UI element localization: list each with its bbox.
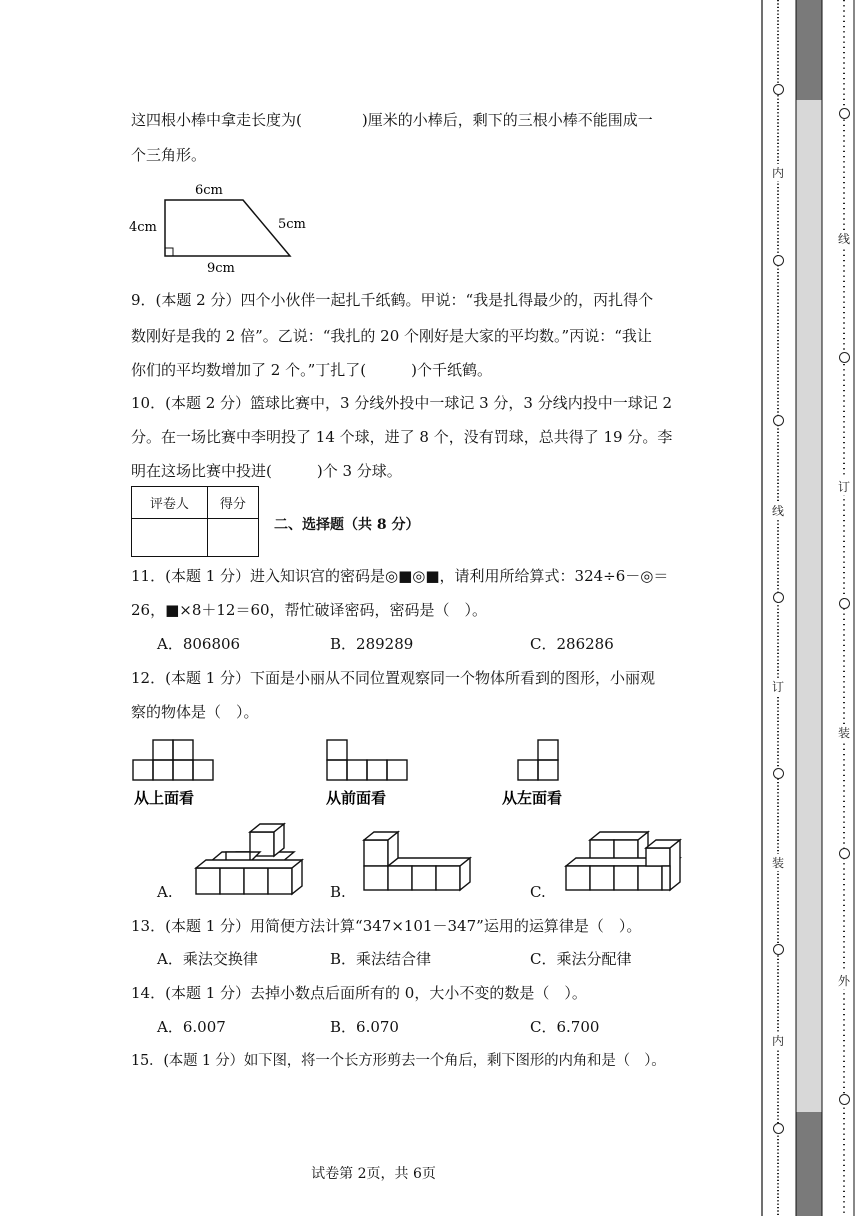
q11-option-b: B．289289 [330,635,414,653]
score-table-score-header: 得分 [207,487,258,519]
q12-option-c: C. [530,883,546,901]
binding-circle [773,84,784,95]
q11-line2: 26，■×8＋12＝60，帮忙破译密码，密码是（ ）。 [131,601,488,619]
score-table-score-cell [207,519,258,557]
q15-line1: 15．(本题 1 分）如下图，将一个长方形剪去一个角后，剩下图形的内角和是（ ）。 [131,1053,666,1069]
q8-line2: 个三角形。 [131,146,207,164]
margin-char-line: 线 [771,504,784,518]
q11-option-c: C．286286 [530,635,614,653]
q10-line1: 10．(本题 2 分）篮球比赛中，3 分线外投中一球记 3 分，3 分线内投中一球记 2 [131,394,673,412]
q14-option-c: C．6.700 [530,1018,600,1036]
binding-circle [839,352,850,363]
fig-top-label: 6cm [195,183,223,198]
margin-char-outer-bind: 订 [837,480,850,494]
page-footer: 试卷第 2页，共 6页 [311,1166,436,1182]
q11-option-a: A．806806 [157,635,241,653]
binding-circle [839,848,850,859]
q10-line2: 分。在一场比赛中李明投了 14 个球，进了 8 个，没有罚球，总共得了 19 分。李 [131,428,673,446]
margin-char-outer-line: 线 [837,232,850,246]
margin-char-outer: 外 [837,974,850,988]
binding-circle [773,768,784,779]
margin-char-inner-2: 内 [771,1034,784,1048]
binding-circle [773,1123,784,1134]
fig-right-label: 5cm [278,217,306,232]
margin-char-stitch: 装 [771,856,784,870]
top-view-caption: 从上面看 [134,789,195,807]
trapezoid-figure [125,178,325,278]
q12-line1: 12．(本题 1 分）下面是小丽从不同位置观察同一个物体所看到的图形，小丽观 [131,669,656,687]
q13-line1: 13．(本题 1 分）用简便方法计算“347×101－347”运用的运算律是（ ）。 [131,917,642,935]
cube-option-a [190,820,305,898]
q12-line2: 察的物体是（ ）。 [131,703,259,721]
q12-option-b: B. [330,883,346,901]
binding-margin [748,0,860,1216]
q14-option-b: B．6.070 [330,1018,399,1036]
margin-char-bind: 订 [771,680,784,694]
q9-line1: 9．(本题 2 分）四个小伙伴一起扎千纸鹤。甲说：“我是扎得最少的，丙扎得个 [131,291,654,309]
binding-circle [839,598,850,609]
score-table-grader-cell [132,519,208,557]
q14-line1: 14．(本题 1 分）去掉小数点后面所有的 0，大小不变的数是（ ）。 [131,984,587,1002]
binding-circle [773,944,784,955]
binding-circle [839,1094,850,1105]
q13-option-a: A．乘法交换律 [157,950,258,968]
section-title: 二、选择题（共 8 分） [274,517,420,533]
q8-line1: 这四根小棒中拿走长度为( )厘米的小棒后，剩下的三根小棒不能围成一 [131,111,653,129]
q9-line2: 数刚好是我的 2 倍”。乙说：“我扎的 20 个刚好是大家的平均数。”丙说：“我让 [131,327,652,345]
fig-left-label: 4cm [129,220,157,235]
q11-line1: 11．(本题 1 分）进入知识宫的密码是◎■◎■，请利用所给算式：324÷6－◎＝ [131,567,669,585]
q13-option-c: C．乘法分配律 [530,950,632,968]
left-view-figure [498,736,598,810]
top-view-figure [130,736,230,810]
score-table-grader-header: 评卷人 [132,487,208,519]
q13-option-b: B．乘法结合律 [330,950,432,968]
fig-bottom-label: 9cm [207,261,235,276]
front-view-caption: 从前面看 [326,789,387,807]
binding-circle [773,592,784,603]
margin-char-outer-stitch: 装 [837,726,850,740]
q10-line3: 明在这场比赛中投进( )个 3 分球。 [131,462,402,480]
binding-circle [773,255,784,266]
binding-circle [839,108,850,119]
cube-option-c [560,826,690,896]
score-table [131,486,259,557]
q12-option-a: A. [157,883,173,901]
cube-option-b [358,826,478,896]
binding-circle [773,415,784,426]
margin-char-inner: 内 [771,166,784,180]
q14-option-a: A．6.007 [157,1018,226,1036]
q9-line3: 你们的平均数增加了 2 个。”丁扎了( )个千纸鹤。 [131,361,492,379]
front-view-figure [322,736,422,810]
left-view-caption: 从左面看 [502,789,563,807]
